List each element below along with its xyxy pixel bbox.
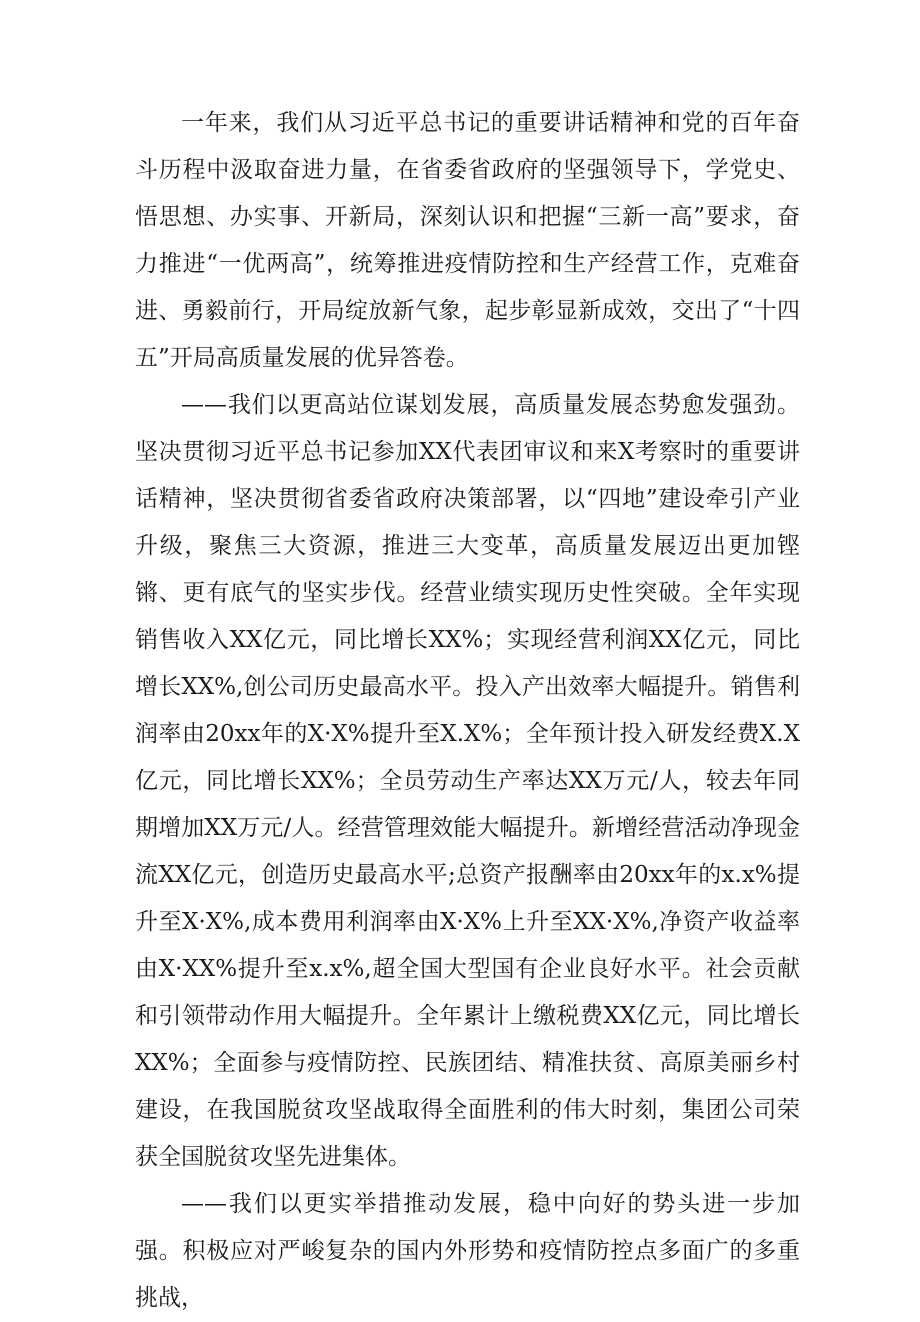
document-body [135, 100, 800, 1322]
paragraph-measures: ——我们以更实举措推动发展，稳中向好的势头进一步加强。积极应对严峻复杂的国内外形势和疫情防控点多面广的多重挑战， [135, 1191, 800, 1311]
paragraph-intro: 一年来，我们从习近平总书记的重要讲话精神和党的百年奋斗历程中汲取奋进力量，在省委省政府的坚强领导下，学党史、悟思想、办实事、开新局，深刻认识和把握“三新一高”要求，奋力推进“一优两高”，统筹推进疫情防控和生产经营工作，克难奋进、勇毅前行，开局绽放新气象，起步彰显新成效，交出了“十四五”开局高质量发展的优异答卷。 [135, 110, 800, 371]
paragraph-development: ——我们以更高站位谋划发展，高质量发展态势愈发强劲。坚决贯彻习近平总书记参加XX代表团审议和来X考察时的重要讲话精神，坚决贯彻省委省政府决策部署，以“四地”建设牵引产业升级，聚焦三大资源，推进三大变革，高质量发展迈出更加铿锵、更有底气的坚实步伐。经营业绩实现历史性突破。全年实现销售收入XX亿元，同比增长XX%；实现经营利润XX亿元，同比增长XX%,创公司历史最高水平。投入产出效率大幅提升。销售利润率由20xx年的X·X%提升至X.X%；全年预计投入研发经费X.X亿元，同比增长XX%；全员劳动生产率达XX万元/人，较去年同期增加XX万元/人。经营管理效能大幅提升。新增经营活动净现金流XX亿元，创造历史最高水平;总资产报酬率由20xx年的x.x%提升至X·X%,成本费用利润率由X·X%上升至XX·X%,净资产收益率由X·XX%提升至x.x%,超全国大型国有企业良好水平。社会贡献和引领带动作用大幅提升。全年累计上缴税费XX亿元，同比增长XX%；全面参与疫情防控、民族团结、精准扶贫、高原美丽乡村建设，在我国脱贫攻坚战取得全面胜利的伟大时刻，集团公司荣获全国脱贫攻坚先进集体。 [135, 392, 800, 1170]
